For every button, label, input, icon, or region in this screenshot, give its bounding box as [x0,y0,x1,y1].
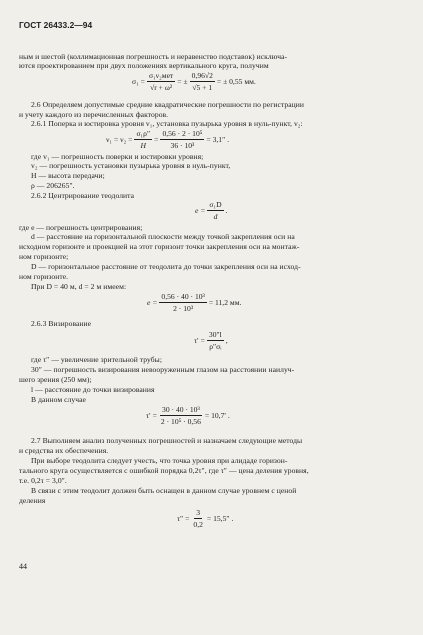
formula-level-division [177,508,233,529]
formula-result: = 10,7′ . [204,411,230,420]
section-heading: 2.6.3 Визирование [31,319,92,328]
formula-lhs: τ′ = [194,336,205,345]
text-line: ρ — 206265". [31,181,75,190]
formula-centering-value [147,292,241,313]
text-line: d — расстояние на горизонтальной плоскости между точкой закрепления оси на [31,232,295,241]
section-heading: 2.6 Определяем допустимые средние квадратические погрешности по регистрации [31,100,304,109]
fraction-denominator: 36 · 10³ [170,141,195,150]
formula-lhs: τ′ = [146,411,157,420]
section-heading: 2.6.2 Центрирование теодолита [31,191,135,200]
formula-result: . [225,206,228,215]
text-line: ются проектированием при двух положениях вертикального круга, получим [19,61,269,70]
formula-lhs: e = [195,206,206,215]
fraction-numerator: σ₁D [209,200,222,209]
formula-result: = 15,5″ . [206,514,234,523]
fraction-numerator: σ₁ρ″ [136,129,151,138]
formula-lhs: τ″ = [177,514,190,523]
text-line: исходном горизонте и проекцией на этот горизонт точки закрепления оси на монтаж- [19,242,300,251]
fraction-denominator: ρ″σᵢ [209,342,222,351]
text-line: шего зрения (250 мм); [19,375,92,384]
text-line: где e — погрешность центрирования; [19,223,143,232]
formula-centering [195,200,228,221]
formula-operator: = [154,135,159,144]
fraction [191,508,205,529]
text-line: При D = 40 м, d = 2 м имеем: [31,282,127,291]
formula-sighting-value [146,405,230,426]
fraction-numerator: 0,56 · 40 · 10³ [161,292,205,301]
formula-level [106,129,229,150]
fraction-denominator: 2 · 10³ [173,304,194,313]
fraction-denominator: √5 + 1 [192,83,213,92]
text-line: ным и шестой (коллимационная погрешность и неравенство подставок) исключа- [19,52,288,61]
section-heading: 2.7 Выполняем анализ полученных погрешностей и назначаем следующие методы [31,436,303,445]
fraction [207,330,224,351]
text-line: В данном случае [31,395,86,404]
page-number: 44 [19,562,27,571]
text-line: В связи с этим теодолит должен быть оснащен в данном случае уровнем с ценой [31,486,297,495]
formula-lhs: ν₁ = ν₂ = [106,135,133,144]
text-line: и учету каждого из перечисленных факторов. [19,110,169,119]
fraction-denominator: d [213,212,218,221]
fraction-numerator: 0,96√2 [191,71,213,80]
section-heading: 2.6.1 Поперка и юстировка уровня v₁, установка пузырька уровня в нуль-пункт, v₂: [31,119,303,128]
fraction-denominator: 0,2 [193,520,203,529]
text-line: 30″ — погрешность визирования невооруженным глазом на расстоянии наилуч- [31,365,295,374]
text-line: тального круга осуществляется с ошибкой порядка 0,2τ″, где τ″ — цена деления уровня, [19,466,309,475]
formula-lhs: e = [147,298,158,307]
text-line: ном горизонте; [19,252,69,261]
formula-result: = ± 0,55 мм. [216,77,256,86]
document-header: ГОСТ 26433.2—94 [19,20,93,30]
text-line: l — расстояние до точки визирования [31,385,155,394]
fraction [190,71,215,92]
fraction [159,405,203,426]
fraction-numerator: 30″l [208,330,222,339]
fraction-numerator: 3 [196,508,201,517]
formula-result: = 11,2 мм. [208,298,242,307]
formula-sighting [194,330,228,351]
text-line: D — горизонтальное расстояние от теодолита до точки закрепления оси на исход- [31,262,301,271]
formula-operator: = ± [177,77,188,86]
formula-sigma1 [132,71,256,92]
fraction [159,292,206,313]
fraction-numerator: 0,56 · 2 · 10⁵ [162,129,203,138]
fraction [147,71,175,92]
text-line: ном горизонте. [19,272,69,281]
formula-result: = 3,1″ . [206,135,230,144]
text-line: v₂ — погрешность установки пузырька уровня в нуль-пункт, [31,161,231,170]
text-line: где v₁ — погрешность поверки и юстировки уровня; [31,152,204,161]
text-line: где τ″ — увеличение зрительной трубы; [31,355,162,364]
fraction-denominator: √r + ω² [150,83,173,92]
fraction-numerator: σ₁ν₂мет [148,71,174,80]
fraction-denominator: 2 · 10⁵ · 0,56 [160,417,201,426]
fraction [134,129,152,150]
formula-result: , [225,336,228,345]
formula-lhs: σ₁ = [132,77,145,86]
text-line: т.е. 0,2τ = 3,0″. [19,476,67,485]
text-line: и средства их обеспечения. [19,446,109,455]
fraction [160,129,204,150]
text-line: деления [19,496,46,505]
text-line: H — высота передачи; [31,171,105,180]
fraction [207,200,223,221]
fraction-numerator: 30 · 40 · 10³ [162,405,200,414]
text-line: При выборе теодолита следует учесть, что точка уровня при алидаде горизон- [31,456,288,465]
fraction-denominator: H [140,141,147,150]
